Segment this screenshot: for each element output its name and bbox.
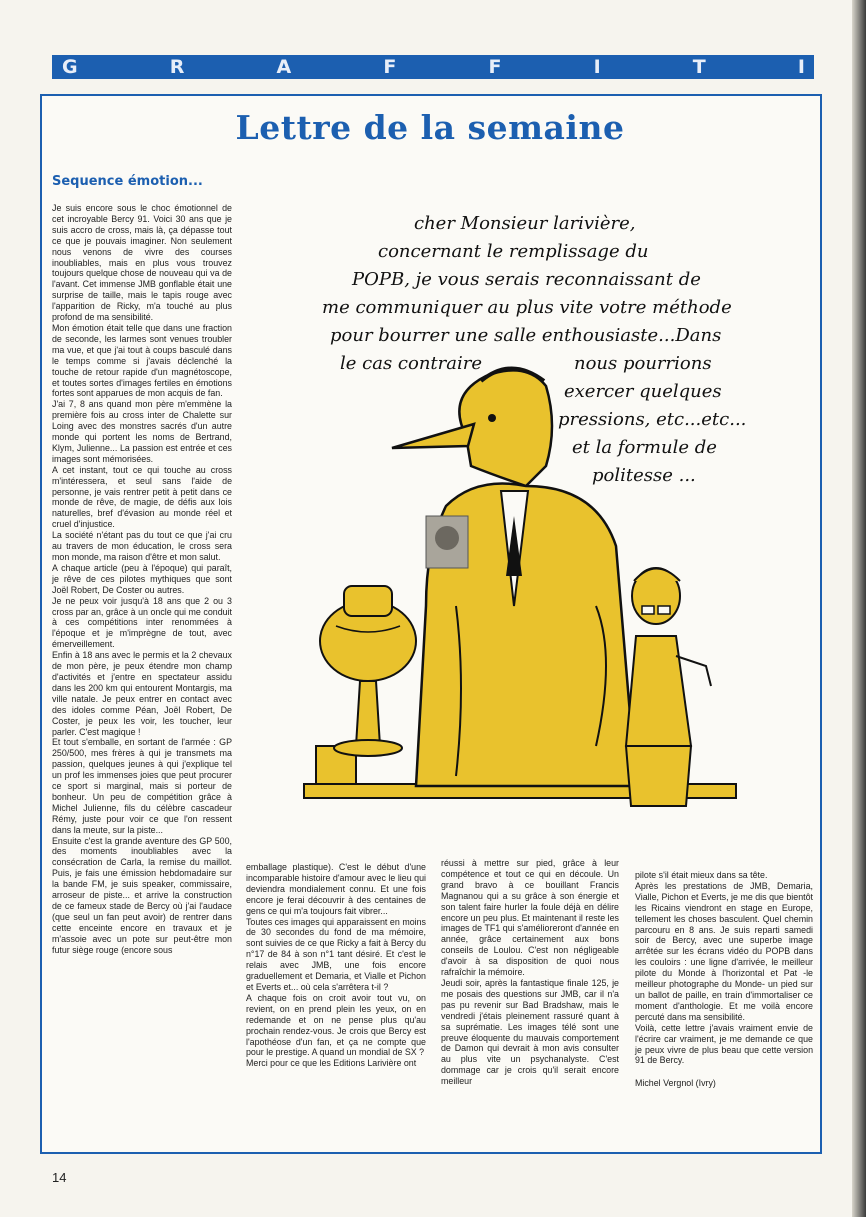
paragraph: Merci pour ce que les Editions Larivière ont (246, 1058, 417, 1069)
paragraph: Et tout s'emballe, en sortant de l'armée : GP 250/500, mes frères à qui je transmets ma passion, quelques jeunes à qui j'explique tel un prof les immenses joies que peut procurer ce sport si marginal, mais si porteur de bonheur. Un peu de compétition grâce à Michel Julienne, fils du célèbre cascadeur Rémy, juste pour voir ce que l'on ressent dans la meute, sur la piste... (52, 737, 232, 835)
paragraph: Je ne peux voir jusqu'à 18 ans que 2 ou 3 cross par an, grâce à un oncle qui me conduit à ces compétitions inter renommées à l'époque et je m'imprègne de tout, avec émerveillement. (52, 595, 232, 650)
paragraph: A chaque fois on croit avoir tout vu, on revient, on en prend plein les yeux, on en redemande et on ne pense plus qu'au prochain rendez-vous. Je crois que Bercy est l'apothéose d'un fan, et ça ne compte que pour le prestige. A quand un mondial de SX ? (246, 992, 426, 1058)
text-column-3 (441, 858, 619, 1087)
letter-line: pressions, etc...etc... (558, 409, 747, 430)
letter-line: exercer quelques (564, 381, 722, 402)
letter-line: concernant le remplissage du (378, 241, 649, 262)
letter-line: politesse ... (592, 465, 696, 486)
paragraph: Enfin à 18 ans avec le permis et la 2 chevaux de mon père, je peux étendre mon champ d'activités et j'entre en spectateur assidu dans les 200 km qui entourent Montargis, ma ville natale. Je peux entrer en contact avec des idoles comme Péan, Joël Robert, De Coster, je peux les voir, les toucher, leur parler. C'est magique ! (52, 650, 232, 737)
page-number: 14 (52, 1170, 67, 1185)
paragraph: Jeudi soir, après la fantastique finale 125, je me posais des questions sur JMB, car il n'a pas pu revenir sur Bad Bradshaw, mais le vendredi j'étais pleinement rassuré quant à sa suprématie. Les images télé sont une preuve éloquente du mauvais comportement de Damon qui devrait à mon avis consulter au plus vite un psychanalyste. C'est dommage car je crois qu'il serait encore meilleur (441, 977, 619, 1087)
header-letter: I (593, 56, 602, 78)
paragraph: Mon émotion était telle que dans une fraction de seconde, les larmes sont venues troubler ma vue, et que j'ai tout à coups basculé dans le temps comme si j'avais déclenché la touche de retour rapide d'un magnétoscope, et toutes sortes d'images fertiles en émotions fortes sont apparues de mon acquis de fan. (52, 322, 232, 399)
paragraph: La société n'étant pas du tout ce que j'ai cru au travers de mon éducation, le cross sera mon monde, ma raison d'être et mon salut. (52, 530, 232, 562)
header-letter: G (62, 56, 79, 78)
paragraph: J'ai 7, 8 ans quand mon père m'emmène la première fois au cross inter de Chalette sur Loing avec des monstres sacrés d'un autre monde qui portent les noms de Bertrand, Klym, Julienne... La passion est entrée et ces images sont mémorisées. (52, 399, 232, 464)
paragraph: Après les prestations de JMB, Demaria, Vialle, Pichon et Everts, je me dis que bientôt les Ricains viendront en stage en Europe, tellement les choses basculent. Quel chemin parcouru en 8 ans. Je suis reparti samedi soir de Bercy, avec une superbe image arrêtée sur les écrans vidéo du POPB dans les couloirs : une ligne d'arrivée, le meilleur pilote du Monde à l'horizontal et Pat -le meilleur photographe du Monde- un pied sur un ballot de paille, en train d'immortaliser ce moment d'anthologie. Et me voilà encore percuté dans ma sensibilité. (635, 880, 813, 1022)
paragraph: emballage plastique). C'est le début d'une incomparable histoire d'amour avec le lieu qui deviendra mondialement connu. Et une fois encore je ferai découvrir à des centaines de gens ce qui m'a toujours fait vibrer... (246, 862, 426, 916)
paragraph: Toutes ces images qui apparaissent en moins de 30 secondes du fond de ma mémoire, sont suivies de ce que Ricky a fait à Bercy du n°17 de 84 à son n°1 tant désiré. Et c'est le relais avec JMB, une fois encore graduellement et Demaria, et Vialle et Pichon et Everts et... où cela s'arrêtera t-il ? (246, 916, 426, 992)
paragraph: Ensuite c'est la grande aventure des GP 500, des moments inoubliables avec la consécration de Carla, la remise du maillot. Puis, je fais une émission hebdomadaire sur la bande FM, je suis speaker, commissaire, arroseur de piste... et arrive la construction de ce fameux stade de Bercy où j'ai l'audace (que seul un fan peut avoir) de rentrer dans cette enceinte encore en travaux et je m'assoie avec un pote sur peut-être mon futur siège rouge (encore sous (52, 835, 232, 955)
header-letter: A (276, 56, 293, 78)
letter-line: et la formule de (572, 437, 717, 458)
woman-figure-drawing (626, 568, 711, 806)
header-letter: T (692, 56, 707, 78)
page-binding-edge (852, 0, 866, 1217)
text-column-1 (52, 203, 232, 956)
paragraph: pilote s'il était mieux dans sa tête. (635, 870, 768, 880)
letter-line: le cas contraire (340, 353, 482, 374)
article-headline: Lettre de la semaine (235, 108, 625, 147)
paragraph: A chaque article (peu à l'époque) qui paraît, je rêve de ces pilotes mythiques que sont Joël Robert, De Coster ou autres. (52, 562, 232, 595)
text-column-4 (635, 870, 813, 1089)
section-title: Sequence émotion... (52, 174, 203, 189)
letter-line: me communiquer au plus vite votre méthode (322, 297, 732, 318)
header-letter: F (383, 56, 398, 78)
letter-line: cher Monsieur larivière, (414, 213, 636, 234)
oil-lamp-drawing (320, 586, 416, 756)
header-letter: R (169, 56, 186, 78)
letter-line: pour bourrer une salle enthousiaste...Dans (330, 325, 722, 346)
letter-line: POPB, je vous serais reconnaissant de (352, 269, 701, 290)
paragraph: Voilà, cette lettre j'avais vraiment envie de l'écrire car vraiment, je me demande ce que je peux vivre de plus beau que cette version 91 de Bercy. (635, 1022, 813, 1066)
paragraph: réussi à mettre sur pied, grâce à leur compétence et tout ce qui en découle. Un grand bravo à ce bouillant Francis Magnanou qui a su grâce à son énergie et son talent faire hurler la foule déjà en délire encore un peu plus. Et maintenant il reste les images de TF1 qui s'amélioreront d'année en année, grâce certainement aux bons conseils de Loulou. C'est non négligeable d'avoir à sa disposition de quoi nous rafraîchir la mémoire. (441, 858, 619, 978)
header-letter: F (488, 56, 503, 78)
author-signature: Michel Vergnol (Ivry) (635, 1078, 716, 1089)
text-column-2 (246, 862, 426, 1069)
paragraph: Je suis encore sous le choc émotionnel de cet incroyable Bercy 91. Voici 30 ans que je suis accro de cross, mais là, ça dépasse tout ce que je pouvais imaginer. Non seulement nous venons de vivre des courses inoubliables, mais en plus vous trouvez toujours quelque chose de nouveau qui va de l'avant. Cet immense JMB gonflable était une surprise de taille, mais le tapis rouge avec l'apparition de Ricky, m'a touché au plus profond de ma sensibilité. (52, 203, 232, 323)
graffiti-header-bar (52, 55, 814, 79)
letter-line: nous pourrions (574, 353, 712, 374)
cartoon-handwritten-letter (322, 210, 752, 490)
header-letter: I (797, 56, 806, 78)
paragraph: A cet instant, tout ce qui touche au cross m'intéressera, et seul sans l'aide de personne, je vais rentrer petit à petit dans ce monde de rêve, de magie, de défis aux lois naturelles, bref d'évasion au monde réel et cruel d'injustice. (52, 464, 232, 530)
